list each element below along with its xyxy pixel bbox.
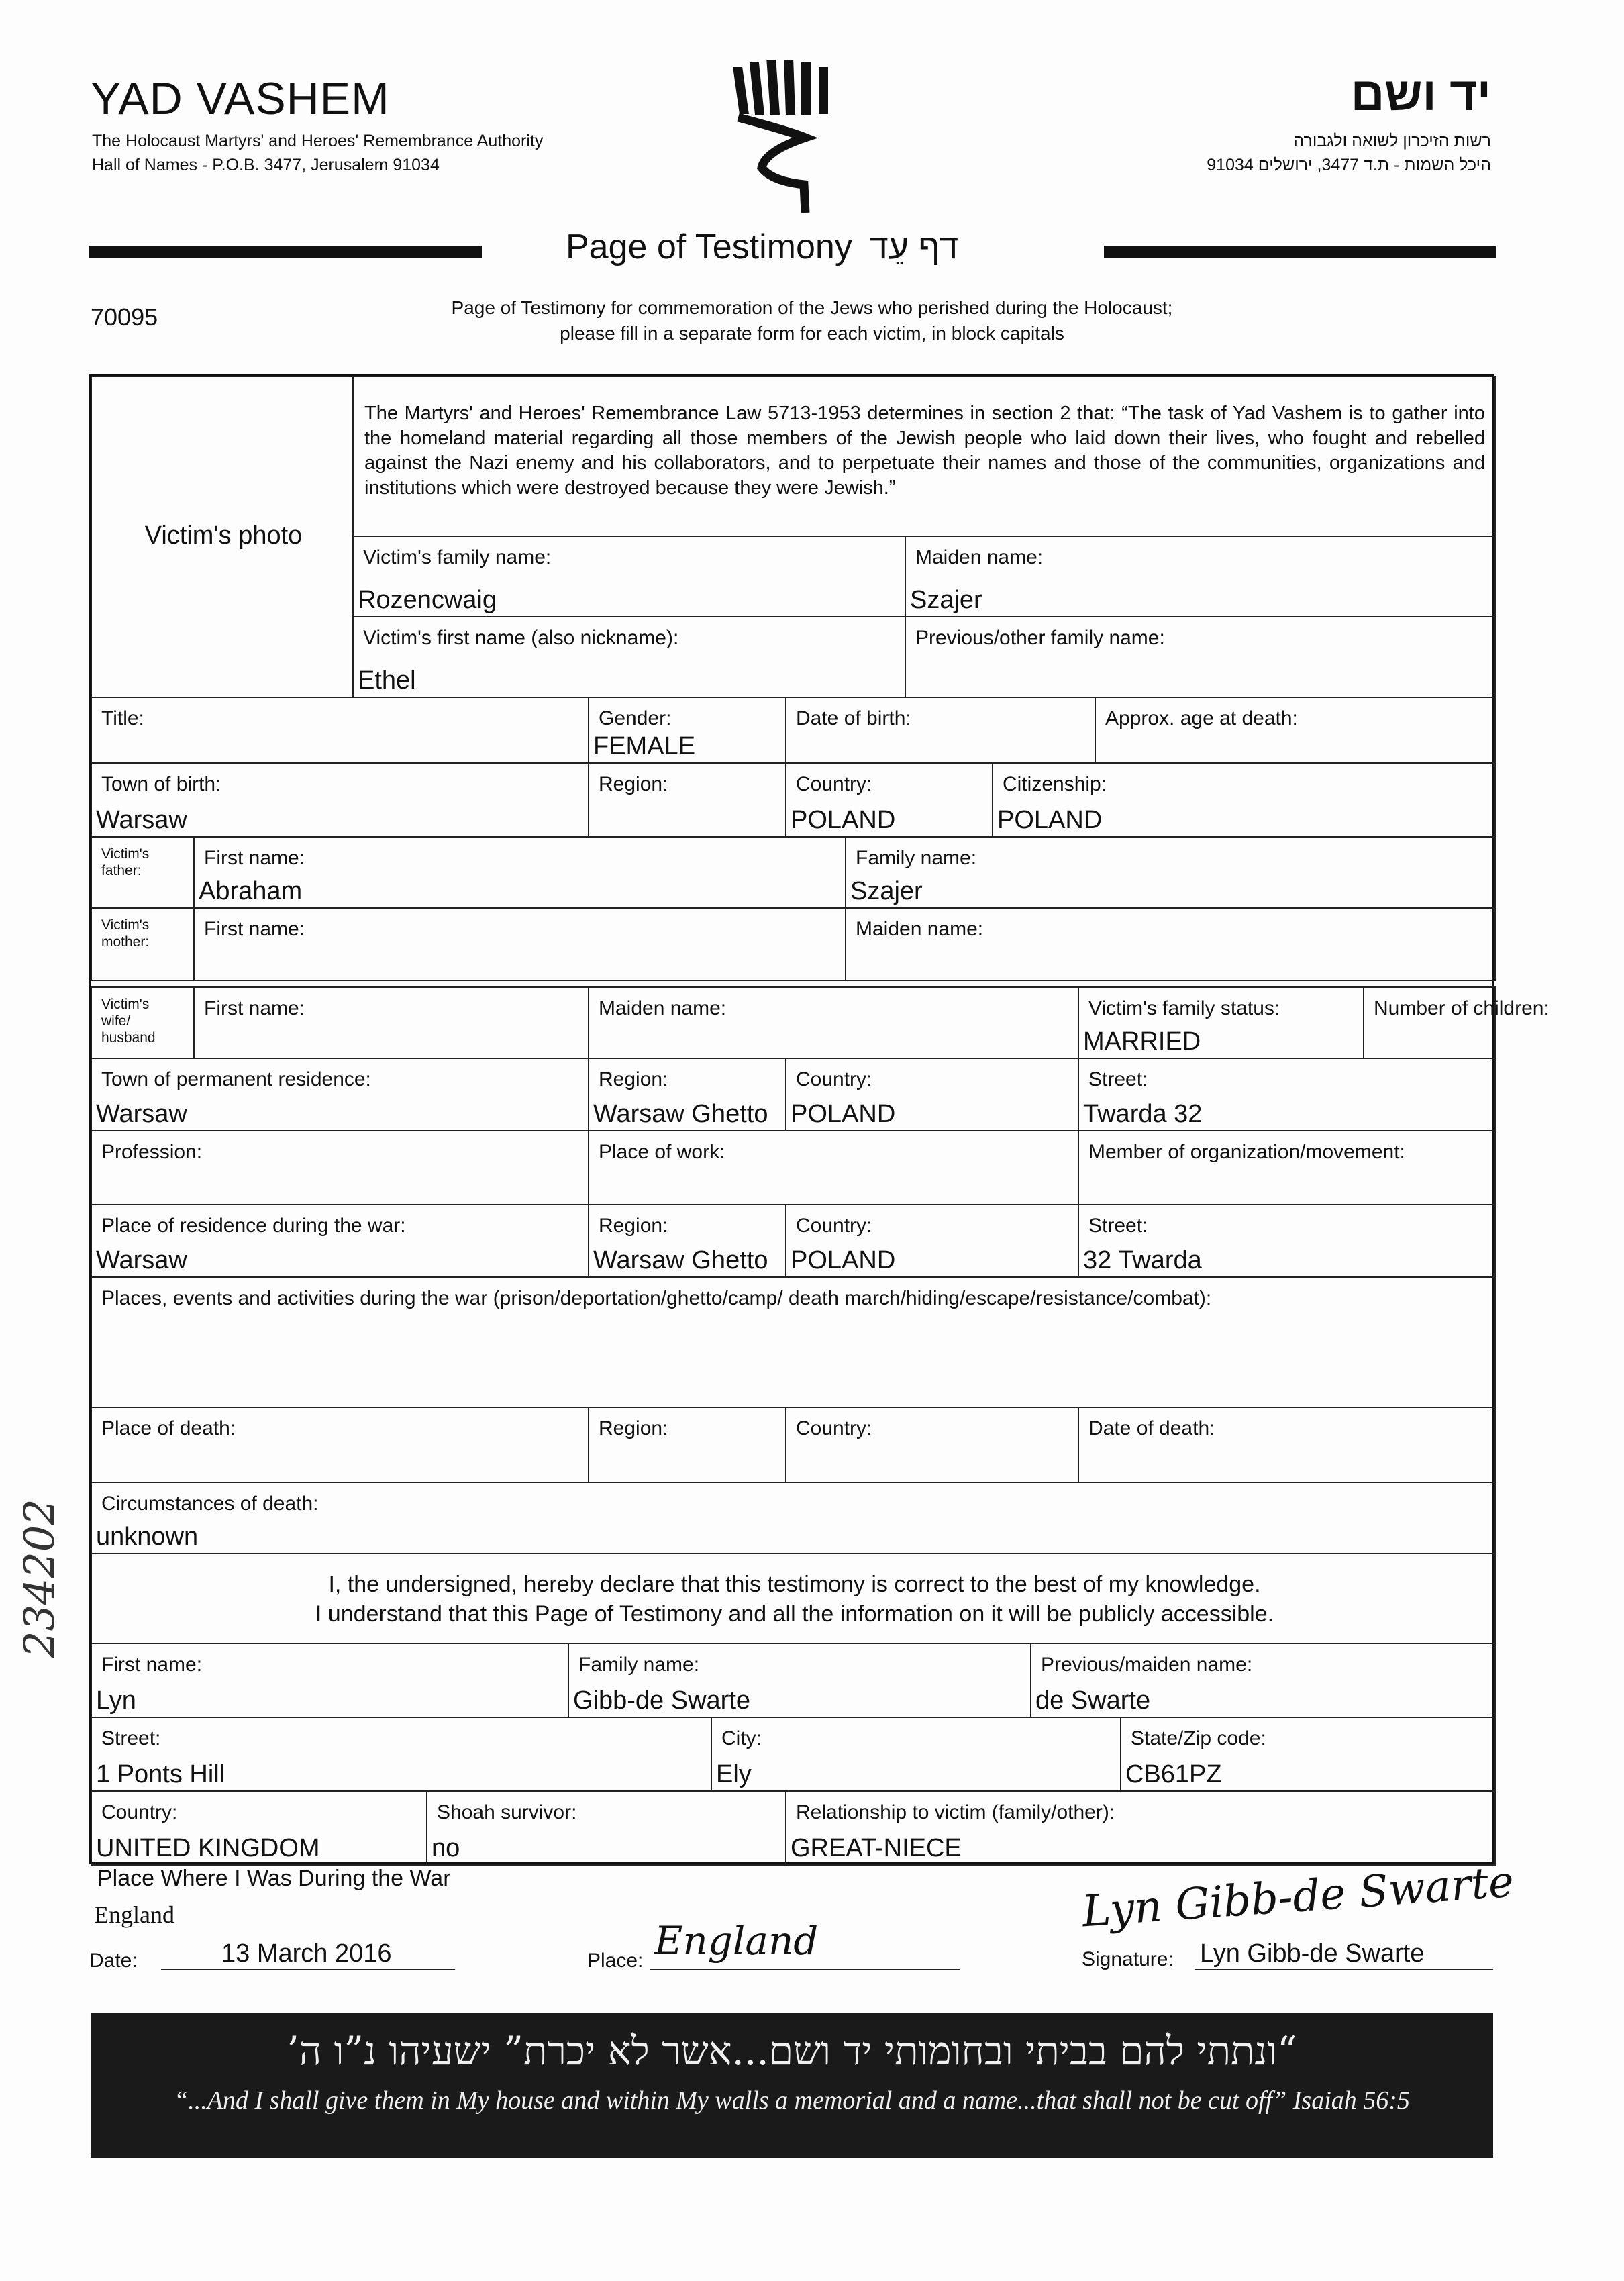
victim-family-name-label: Victim's family name: — [363, 546, 552, 568]
war-residence-field[interactable] — [91, 1204, 589, 1278]
victim-photo-box — [91, 376, 354, 698]
date-of-birth-label: Date of birth: — [796, 707, 911, 729]
signature-label: Signature: — [1082, 1948, 1174, 1970]
place-of-death-label: Place of death: — [101, 1417, 236, 1439]
submitter-first-name-label: First name: — [101, 1654, 203, 1676]
submitter-first-name-field[interactable] — [91, 1643, 569, 1718]
mother-side-label: Victim's mother: — [101, 917, 150, 950]
shoah-survivor-field[interactable] — [426, 1790, 786, 1866]
place-during-war-label: Place Where I Was During the War — [97, 1866, 451, 1891]
citizenship-value: POLAND — [997, 806, 1103, 834]
signature-line — [1195, 1969, 1493, 1970]
place-of-death-field[interactable] — [91, 1407, 589, 1483]
maiden-name-value: Szajer — [910, 586, 982, 614]
war-events-label: Places, events and activities during the war (prison/deportation/ghetto/camp/ death march/hiding/escape/resistance/combat): — [101, 1287, 1212, 1309]
spouse-maiden-name-field[interactable] — [588, 986, 1079, 1059]
org-line-1-hebrew: רשות הזיכרון לשואה ולגבורה — [1293, 132, 1491, 150]
signature-name: Lyn Gibb-de Swarte — [1200, 1939, 1425, 1968]
citizenship-field[interactable] — [992, 762, 1496, 838]
war-region-value: Warsaw Ghetto — [593, 1246, 768, 1274]
age-at-death-label: Approx. age at death: — [1105, 707, 1298, 729]
birth-region-field[interactable] — [588, 762, 786, 838]
mother-maiden-name-field[interactable] — [845, 907, 1496, 981]
spouse-first-name-field[interactable] — [193, 986, 589, 1059]
law-text-box — [352, 376, 1496, 537]
place-of-work-label: Place of work: — [599, 1141, 725, 1163]
date-of-birth-field[interactable] — [785, 697, 1096, 764]
place-label: Place: — [587, 1949, 644, 1972]
submitter-family-name-field[interactable] — [568, 1643, 1031, 1718]
birth-country-field[interactable] — [785, 762, 993, 838]
permanent-country-label: Country: — [796, 1068, 872, 1091]
death-country-label: Country: — [796, 1417, 872, 1439]
org-name: YAD VASHEM — [91, 73, 390, 124]
victim-first-name-value: Ethel — [358, 666, 416, 695]
war-region-label: Region: — [599, 1215, 668, 1237]
war-events-field[interactable] — [91, 1276, 1496, 1408]
town-of-birth-value: Warsaw — [96, 806, 187, 834]
birth-country-value: POLAND — [791, 806, 896, 834]
permanent-street-label: Street: — [1088, 1068, 1148, 1091]
submitter-city-field[interactable] — [711, 1717, 1121, 1792]
relationship-field[interactable] — [785, 1790, 1496, 1866]
permanent-region-value: Warsaw Ghetto — [593, 1100, 768, 1128]
instructions-1: Page of Testimony for commemoration of the Jews who perished during the Holocaust; — [451, 297, 1173, 318]
death-region-field[interactable] — [588, 1407, 786, 1483]
submitter-street-value: 1 Ponts Hill — [96, 1760, 225, 1788]
title-label: Title: — [101, 707, 144, 729]
maiden-name-label: Maiden name: — [915, 546, 1044, 568]
profession-label: Profession: — [101, 1141, 203, 1163]
mother-first-name-label: First name: — [204, 918, 305, 940]
mother-first-name-field[interactable] — [193, 907, 846, 981]
father-side-label: Victim's father: — [101, 846, 150, 878]
gender-label: Gender: — [599, 707, 672, 729]
father-first-name-label: First name: — [204, 847, 305, 869]
page-title: Page of Testimony — [566, 227, 852, 266]
submitter-city-value: Ely — [716, 1760, 752, 1788]
title-field[interactable] — [91, 697, 589, 764]
org-line-1: The Holocaust Martyrs' and Heroes' Remembrance Authority — [92, 132, 544, 150]
place-handwritten[interactable]: England — [654, 1918, 819, 1964]
margin-handwritten-number: 234202 — [15, 1499, 64, 1658]
victim-photo-label: Victim's photo — [144, 521, 303, 550]
war-street-label: Street: — [1088, 1215, 1148, 1237]
birth-country-label: Country: — [796, 773, 872, 795]
title-bar-left — [89, 246, 482, 258]
permanent-street-field[interactable] — [1078, 1058, 1496, 1131]
war-country-value: POLAND — [791, 1246, 896, 1274]
mother-maiden-name-label: Maiden name: — [856, 918, 984, 940]
submitter-family-name-label: Family name: — [578, 1654, 700, 1676]
permanent-town-label: Town of permanent residence: — [101, 1068, 371, 1091]
spouse-maiden-name-label: Maiden name: — [599, 997, 727, 1019]
family-status-field[interactable] — [1078, 986, 1364, 1059]
family-status-value: MARRIED — [1083, 1027, 1201, 1056]
submitter-country-label: Country: — [101, 1801, 178, 1823]
death-region-label: Region: — [599, 1417, 668, 1439]
spouse-side-label-cell — [91, 986, 195, 1059]
permanent-street-value: Twarda 32 — [1083, 1100, 1203, 1128]
submitter-state-label: State/Zip code: — [1131, 1727, 1266, 1750]
victim-family-name-field[interactable] — [352, 536, 906, 617]
father-first-name-field[interactable] — [193, 836, 846, 909]
circumstances-field[interactable] — [91, 1482, 1496, 1554]
father-side-label-cell — [91, 836, 195, 909]
law-text: The Martyrs' and Heroes' Remembrance Law 5713-1953 determines in section 2 that: “The task of Yad Vashem is to gather into the homeland material regarding all those members of the Jewish people who laid down their lives, who fought and rebelled against the Nazi enemy and his collaborators, and to perpetuate their names and those of the communities, organizations and institutions which were destroyed because they were Jewish.” — [364, 403, 1485, 499]
father-first-name-value: Abraham — [199, 877, 303, 905]
signature-handwritten[interactable]: Lyn Gibb-de Swarte — [1080, 1857, 1516, 1937]
spouse-first-name-label: First name: — [204, 997, 305, 1019]
place-of-work-field[interactable] — [588, 1130, 1079, 1205]
previous-family-name-label: Previous/other family name: — [915, 627, 1165, 649]
war-street-value: 32 Twarda — [1083, 1246, 1202, 1274]
relationship-value: GREAT-NIECE — [791, 1834, 962, 1862]
submitter-state-value: CB61PZ — [1125, 1760, 1222, 1788]
submitter-street-label: Street: — [101, 1727, 161, 1750]
circumstances-label: Circumstances of death: — [101, 1492, 319, 1515]
town-of-birth-label: Town of birth: — [101, 773, 221, 795]
death-country-field[interactable] — [785, 1407, 1079, 1483]
testimony-form — [89, 374, 1550, 1864]
place-line — [650, 1969, 960, 1970]
children-count-label: Number of children: — [1374, 997, 1550, 1019]
shoah-survivor-label: Shoah survivor: — [437, 1801, 577, 1823]
declaration-line-1: I, the undersigned, hereby declare that this testimony is correct to the best of my knowledge. — [328, 1572, 1261, 1597]
date-value[interactable]: 13 March 2016 — [221, 1939, 392, 1968]
submitter-state-field[interactable] — [1120, 1717, 1496, 1792]
form-number: 70095 — [91, 303, 158, 331]
declaration-line-2: I understand that this Page of Testimony and all the information on it will be publicly accessible. — [315, 1601, 1274, 1627]
org-line-2-hebrew: היכל השמות - ת.ד 3477, ירושלים 91034 — [1207, 156, 1491, 174]
submitter-country-value: UNITED KINGDOM — [96, 1834, 320, 1862]
permanent-country-value: POLAND — [791, 1100, 896, 1128]
permanent-town-value: Warsaw — [96, 1100, 187, 1128]
war-street-field[interactable] — [1078, 1204, 1496, 1278]
submitter-prev-name-label: Previous/maiden name: — [1041, 1654, 1253, 1676]
date-of-death-field[interactable] — [1078, 1407, 1496, 1483]
father-family-name-field[interactable] — [845, 836, 1496, 909]
permanent-region-label: Region: — [599, 1068, 668, 1091]
circumstances-value: unknown — [96, 1523, 199, 1551]
permanent-town-field[interactable] — [91, 1058, 589, 1131]
submitter-family-name-value: Gibb-de Swarte — [573, 1686, 751, 1715]
previous-family-name-field[interactable] — [905, 616, 1496, 698]
submitter-city-label: City: — [721, 1727, 762, 1750]
organization-label: Member of organization/movement: — [1088, 1141, 1405, 1163]
citizenship-label: Citizenship: — [1003, 773, 1107, 795]
town-of-birth-field[interactable] — [91, 762, 589, 838]
war-country-field[interactable] — [785, 1204, 1079, 1278]
quote-hebrew: “ונתתי להם בביתי ובחומותי יד ושם...אשר לא יכרת” ישעיהו נ”ו ה’ — [287, 2028, 1297, 2074]
gender-field[interactable] — [588, 697, 786, 764]
submitter-country-field[interactable] — [91, 1790, 427, 1866]
place-during-war-value: England — [94, 1901, 174, 1928]
instructions-2: please fill in a separate form for each victim, in block capitals — [560, 323, 1064, 344]
victim-family-name-value: Rozencwaig — [358, 586, 497, 614]
title-bar-right — [1104, 246, 1496, 258]
war-country-label: Country: — [796, 1215, 872, 1237]
mother-side-label-cell — [91, 907, 195, 981]
victim-first-name-field[interactable] — [352, 616, 906, 698]
quote-banner — [91, 2013, 1493, 2158]
declaration-box — [91, 1553, 1496, 1644]
permanent-country-field[interactable] — [785, 1058, 1079, 1131]
page-title-hebrew: דף עֵד — [869, 227, 959, 266]
permanent-region-field[interactable] — [588, 1058, 786, 1131]
war-residence-label: Place of residence during the war: — [101, 1215, 406, 1237]
family-status-label: Victim's family status: — [1088, 997, 1280, 1019]
shoah-survivor-value: no — [432, 1834, 460, 1862]
victim-first-name-label: Victim's first name (also nickname): — [363, 627, 679, 649]
war-region-field[interactable] — [588, 1204, 786, 1278]
org-line-2: Hall of Names - P.O.B. 3477, Jerusalem 91034 — [92, 156, 440, 174]
organization-field[interactable] — [1078, 1130, 1496, 1205]
age-at-death-field[interactable] — [1095, 697, 1496, 764]
father-family-name-label: Family name: — [856, 847, 977, 869]
war-residence-value: Warsaw — [96, 1246, 187, 1274]
date-of-death-label: Date of death: — [1088, 1417, 1215, 1439]
date-label: Date: — [89, 1949, 138, 1972]
submitter-prev-name-field[interactable] — [1030, 1643, 1496, 1718]
date-line — [161, 1969, 455, 1970]
father-family-name-value: Szajer — [850, 877, 923, 905]
submitter-street-field[interactable] — [91, 1717, 712, 1792]
org-name-hebrew: יד ושם — [1350, 68, 1491, 120]
quote-english: “...And I shall give them in My house and within My walls a memorial and a name...that shall not be cut off” Isaiah 56:5 — [174, 2086, 1410, 2115]
maiden-name-field[interactable] — [905, 536, 1496, 617]
relationship-label: Relationship to victim (family/other): — [796, 1801, 1115, 1823]
submitter-first-name-value: Lyn — [96, 1686, 136, 1715]
submitter-prev-name-value: de Swarte — [1035, 1686, 1151, 1715]
yad-vashem-logo-icon — [725, 57, 842, 218]
spouse-side-label: Victim's wife/ husband — [101, 997, 156, 1046]
gender-value: FEMALE — [593, 732, 696, 760]
birth-region-label: Region: — [599, 773, 668, 795]
profession-field[interactable] — [91, 1130, 589, 1205]
children-count-field[interactable] — [1363, 986, 1550, 1059]
